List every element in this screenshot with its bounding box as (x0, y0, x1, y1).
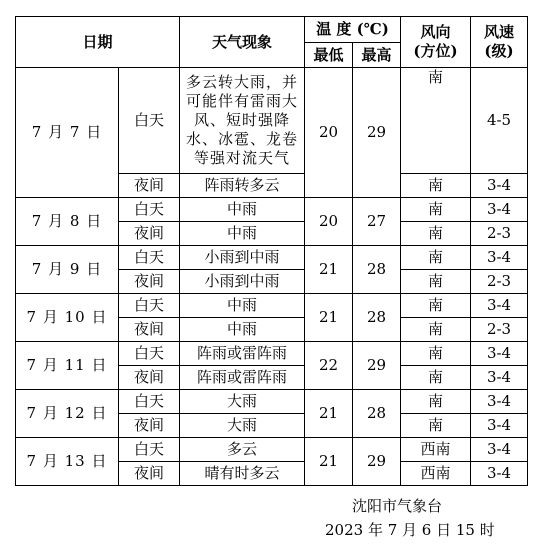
header-wind-speed-unit: (级) (484, 42, 514, 60)
temp-high: 29 (353, 68, 401, 198)
period-day: 白天 (119, 438, 180, 462)
weather-day: 多云转大雨，并可能伴有雷雨大风、短时强降水、冰雹、龙卷等强对流天气 (180, 68, 305, 174)
forecast-row-day (16, 342, 528, 366)
temp-low: 21 (305, 438, 353, 486)
wind-direction-night: 南 (401, 366, 471, 390)
forecast-table (15, 16, 528, 486)
date-cell: 7 月 9 日 (16, 246, 119, 294)
wind-speed-night: 2-3 (471, 270, 528, 294)
weather-day: 大雨 (180, 390, 305, 414)
forecast-row-day (16, 294, 528, 318)
header-weather: 天气现象 (180, 17, 305, 68)
period-night: 夜间 (119, 462, 180, 486)
temp-high: 29 (353, 342, 401, 390)
weather-day: 中雨 (180, 198, 305, 222)
forecast-table-body (16, 17, 528, 486)
header-wind-direction-unit: (方位) (413, 42, 458, 60)
period-night: 夜间 (119, 270, 180, 294)
wind-direction-night: 南 (401, 318, 471, 342)
weather-day: 中雨 (180, 294, 305, 318)
wind-direction-night: 西南 (401, 462, 471, 486)
weather-night: 大雨 (180, 414, 305, 438)
temp-high: 29 (353, 438, 401, 486)
date-cell: 7 月 7 日 (16, 68, 119, 198)
period-night: 夜间 (119, 366, 180, 390)
weather-day: 小雨到中雨 (180, 246, 305, 270)
forecast-row-day (16, 390, 528, 414)
period-night: 夜间 (119, 414, 180, 438)
temp-low: 21 (305, 294, 353, 342)
temp-high: 27 (353, 198, 401, 246)
forecast-row-day (16, 68, 528, 174)
temp-low: 20 (305, 68, 353, 198)
header-date: 日期 (16, 17, 180, 68)
weather-night: 中雨 (180, 222, 305, 246)
weather-night: 晴有时多云 (180, 462, 305, 486)
wind-direction-day: 南 (401, 294, 471, 318)
period-day: 白天 (119, 342, 180, 366)
wind-direction-day: 南 (401, 342, 471, 366)
forecast-row-day (16, 246, 528, 270)
wind-direction-night: 南 (401, 270, 471, 294)
weather-day: 阵雨或雷阵雨 (180, 342, 305, 366)
wind-speed-night: 2-3 (471, 222, 528, 246)
weather-night: 中雨 (180, 318, 305, 342)
forecast-row-day (16, 438, 528, 462)
issue-time: 2023 年 7 月 6 日 15 时 (325, 521, 495, 539)
wind-speed-day: 3-4 (471, 294, 528, 318)
temp-low: 21 (305, 246, 353, 294)
wind-direction-night: 南 (401, 174, 471, 198)
wind-speed-day: 3-4 (471, 390, 528, 414)
header-temperature: 温 度 (℃) (305, 17, 401, 43)
wind-speed-day: 3-4 (471, 198, 528, 222)
wind-speed-night: 3-4 (471, 462, 528, 486)
period-day: 白天 (119, 68, 180, 174)
date-cell: 7 月 8 日 (16, 198, 119, 246)
header-high: 最高 (353, 43, 401, 68)
wind-speed-day: 3-4 (471, 342, 528, 366)
forecast-row-day (16, 198, 528, 222)
wind-speed-night: 3-4 (471, 366, 528, 390)
wind-direction-day: 南 (401, 198, 471, 222)
period-day: 白天 (119, 390, 180, 414)
wind-speed-night: 3-4 (471, 414, 528, 438)
temp-high: 28 (353, 246, 401, 294)
temp-low: 21 (305, 390, 353, 438)
wind-direction-night: 南 (401, 222, 471, 246)
period-day: 白天 (119, 198, 180, 222)
issuing-organization: 沈阳市气象台 (352, 497, 443, 515)
wind-speed-day: 3-4 (471, 438, 528, 462)
header-wind-speed-title: 风速 (484, 23, 515, 41)
wind-speed-day: 4-5 (471, 68, 528, 174)
wind-speed-night: 3-4 (471, 174, 528, 198)
weather-day: 多云 (180, 438, 305, 462)
weather-night: 阵雨转多云 (180, 174, 305, 198)
temp-high: 28 (353, 390, 401, 438)
wind-direction-day: 南 (401, 390, 471, 414)
period-night: 夜间 (119, 318, 180, 342)
date-cell: 7 月 11 日 (16, 342, 119, 390)
header-wind-direction-title: 风向 (420, 23, 451, 41)
period-night: 夜间 (119, 174, 180, 198)
wind-direction-day: 南 (401, 246, 471, 270)
header-wind-direction (401, 17, 471, 68)
period-day: 白天 (119, 294, 180, 318)
wind-direction-day: 南 (401, 68, 471, 174)
temp-low: 20 (305, 198, 353, 246)
weather-night: 阵雨或雷阵雨 (180, 366, 305, 390)
wind-speed-night: 2-3 (471, 318, 528, 342)
header-row-1 (16, 17, 528, 43)
weather-night: 小雨到中雨 (180, 270, 305, 294)
date-cell: 7 月 12 日 (16, 390, 119, 438)
header-wind-speed (471, 17, 528, 68)
date-cell: 7 月 13 日 (16, 438, 119, 486)
period-night: 夜间 (119, 222, 180, 246)
wind-direction-day: 西南 (401, 438, 471, 462)
temp-low: 22 (305, 342, 353, 390)
header-low: 最低 (305, 43, 353, 68)
date-cell: 7 月 10 日 (16, 294, 119, 342)
wind-direction-night: 南 (401, 414, 471, 438)
period-day: 白天 (119, 246, 180, 270)
wind-speed-day: 3-4 (471, 246, 528, 270)
temp-high: 28 (353, 294, 401, 342)
